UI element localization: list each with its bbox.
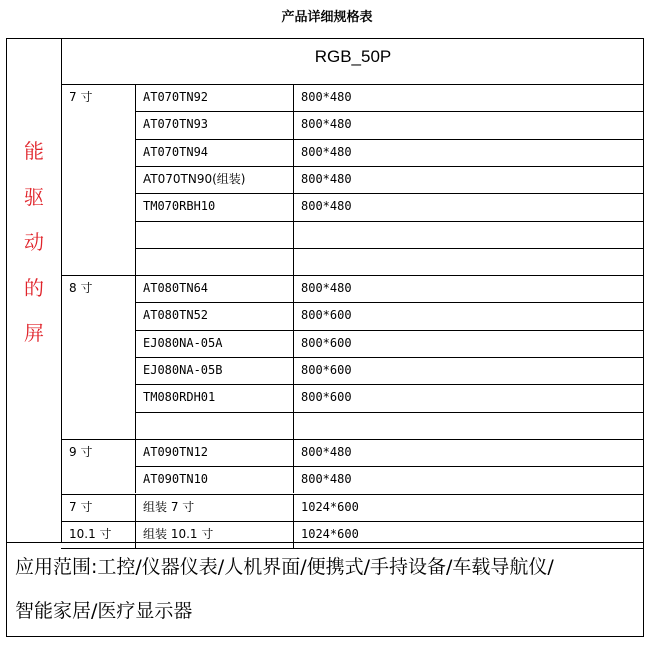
model-cell: AT080TN52 bbox=[143, 308, 209, 323]
grid-line bbox=[7, 542, 643, 543]
model-cell: AT090TN10 bbox=[143, 472, 209, 487]
resolution-cell: 800*480 bbox=[301, 281, 352, 296]
grid-line bbox=[135, 193, 643, 194]
grid-line bbox=[135, 84, 136, 275]
footer-line-1: 应用范围:工控/仪器仪表/人机界面/便携式/手持设备/车载导航仪/ bbox=[15, 556, 554, 578]
size-label: 10.1 寸 bbox=[69, 526, 112, 541]
model-cell: 组装 10.1 寸 bbox=[143, 526, 214, 541]
model-cell: AT080TN64 bbox=[143, 281, 209, 296]
model-cell: EJ080NA-05A bbox=[143, 335, 223, 350]
resolution-cell: 800*480 bbox=[301, 472, 352, 487]
grid-line bbox=[135, 111, 643, 112]
side-label-char: 动 bbox=[24, 230, 44, 254]
resolution-cell: 800*480 bbox=[301, 117, 352, 132]
resolution-cell: 800*600 bbox=[301, 363, 352, 377]
side-label bbox=[7, 129, 61, 357]
size-label: 9 寸 bbox=[69, 444, 93, 459]
grid-line bbox=[135, 357, 643, 358]
model-cell: TM080RDH01 bbox=[143, 390, 216, 405]
grid-line bbox=[293, 521, 294, 548]
resolution-cell: 800*600 bbox=[301, 308, 352, 323]
grid-line bbox=[135, 221, 643, 222]
resolution-cell: 800*600 bbox=[301, 390, 352, 405]
grid-line bbox=[293, 439, 294, 494]
model-cell: AT070TN92 bbox=[143, 90, 209, 104]
grid-line bbox=[135, 302, 643, 303]
size-label: 7 寸 bbox=[69, 90, 93, 104]
resolution-cell: 800*480 bbox=[301, 444, 352, 459]
side-label-char: 能 bbox=[24, 139, 44, 163]
grid-line bbox=[61, 439, 643, 440]
grid-line bbox=[135, 166, 643, 167]
side-label-char: 屏 bbox=[24, 321, 44, 345]
grid-line bbox=[293, 84, 294, 275]
grid-line bbox=[135, 439, 136, 494]
size-label: 7 寸 bbox=[69, 499, 93, 514]
grid-line bbox=[135, 466, 643, 467]
grid-line bbox=[135, 139, 643, 140]
grid-line bbox=[61, 521, 643, 522]
resolution-cell: 1024*600 bbox=[301, 526, 359, 541]
model-cell: AT090TN12 bbox=[143, 444, 209, 459]
page-title: 产品详细规格表 bbox=[281, 10, 373, 25]
grid-line bbox=[135, 384, 643, 385]
size-label: 8 寸 bbox=[69, 281, 93, 296]
grid-line bbox=[135, 412, 643, 413]
side-label-char: 驱 bbox=[24, 184, 44, 209]
grid-line bbox=[135, 248, 643, 249]
grid-line bbox=[293, 494, 294, 521]
side-label-char: 的 bbox=[24, 275, 44, 300]
grid-line bbox=[61, 548, 643, 549]
resolution-cell: 1024*600 bbox=[301, 499, 359, 514]
grid-line bbox=[61, 39, 62, 542]
model-cell: AT070TN90(组装) bbox=[143, 171, 246, 186]
model-cell: TM070RBH10 bbox=[143, 199, 216, 214]
resolution-cell: 800*480 bbox=[301, 171, 352, 186]
model-cell: AT070TN93 bbox=[143, 117, 209, 132]
grid-line bbox=[135, 275, 136, 439]
grid-line bbox=[61, 494, 643, 495]
grid-line bbox=[135, 494, 136, 521]
resolution-cell: 800*480 bbox=[301, 144, 352, 159]
model-cell: AT070TN94 bbox=[143, 144, 209, 159]
resolution-cell: 800*600 bbox=[301, 335, 352, 350]
grid-line bbox=[293, 275, 294, 439]
spec-table bbox=[6, 38, 644, 637]
model-cell: EJ080NA-05B bbox=[143, 363, 223, 377]
grid-line bbox=[135, 521, 136, 548]
grid-line bbox=[61, 84, 643, 85]
grid-line bbox=[61, 275, 643, 276]
resolution-cell: 800*480 bbox=[301, 90, 352, 104]
footer-line-2: 智能家居/医疗显示器 bbox=[15, 600, 193, 622]
table-header: RGB_50P bbox=[314, 47, 392, 66]
resolution-cell: 800*480 bbox=[301, 199, 352, 214]
grid-line bbox=[135, 330, 643, 331]
model-cell: 组装 7 寸 bbox=[143, 499, 195, 514]
